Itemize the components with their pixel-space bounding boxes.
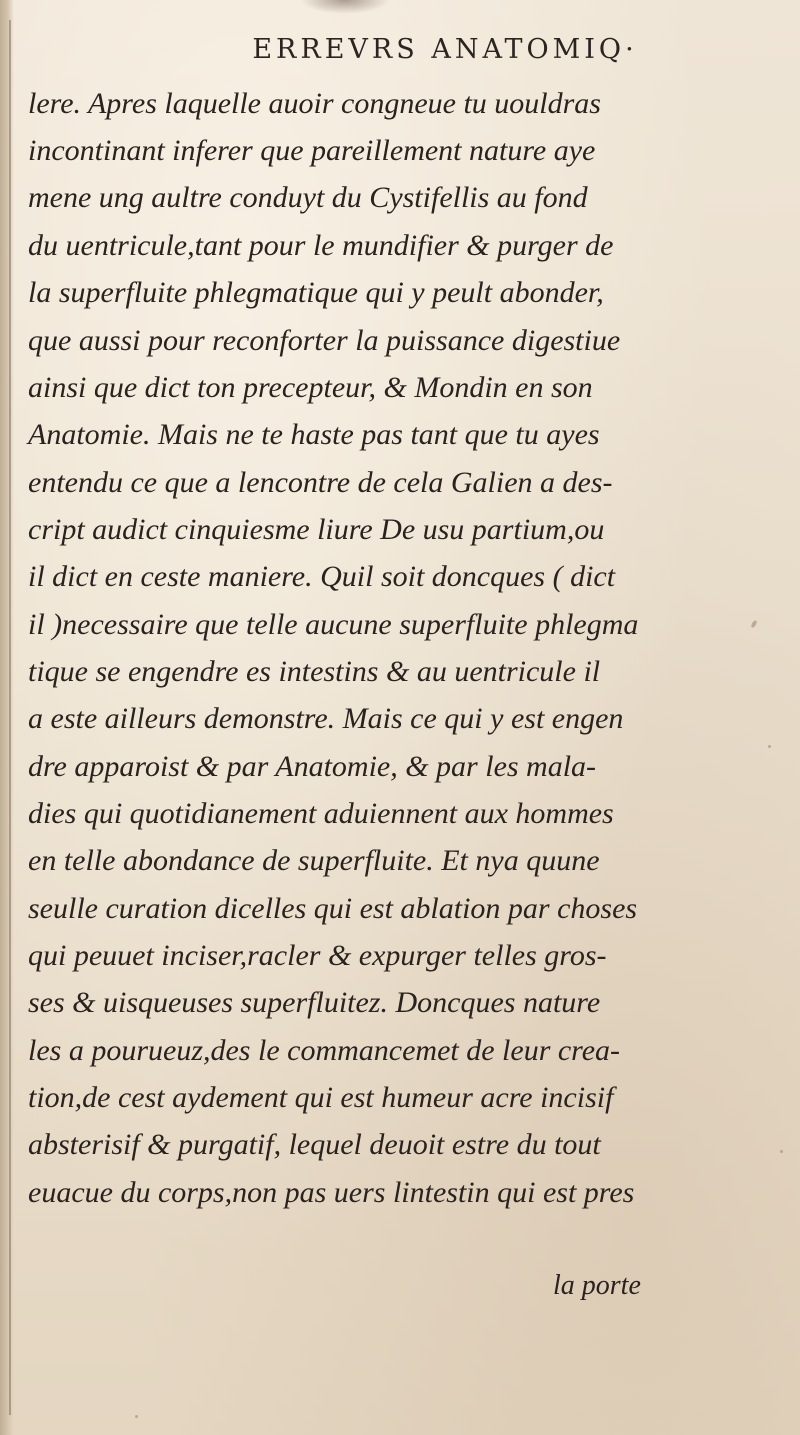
text-line: cript audict cinquiesme liure De usu partium,ou	[28, 513, 605, 546]
text-line: absterisif & purgatif, lequel deuoit estre du tout	[28, 1128, 601, 1161]
text-line: mene ung aultre conduyt du Cystifellis au fond	[28, 181, 588, 214]
text-line: dre apparoist & par Anatomie, & par les mala-	[28, 750, 597, 783]
text-line: qui peuuet inciser,racler & expurger telles gros-	[28, 939, 607, 972]
text-line: tique se engendre es intestins & au uentricule il	[28, 655, 601, 688]
text-line: lere. Apres laquelle auoir congneue tu uouldras	[28, 87, 601, 120]
text-line: dies qui quotidianement aduiennent aux hommes	[28, 797, 614, 830]
text-line: ainsi que dict ton precepteur, & Mondin en son	[28, 371, 593, 404]
running-head	[0, 34, 800, 65]
text-line: il )necessaire que telle aucune superfluite phlegma	[28, 608, 639, 641]
text-line: euacue du corps,non pas uers lintestin qui est pres	[28, 1176, 635, 1209]
text-line: du uentricule,tant pour le mundifier & purger de	[28, 229, 614, 262]
running-head-text: ERREVRS ANATOMIQ·	[252, 34, 638, 65]
text-line: seulle curation dicelles qui est ablation par choses	[28, 892, 638, 925]
text-line: a este ailleurs demonstre. Mais ce qui y est engen	[28, 702, 624, 735]
text-line: la superfluite phlegmatique qui y peult abonder,	[28, 276, 604, 309]
paper-speck	[768, 745, 771, 748]
text-line: tion,de cest aydement qui est humeur acre incisif	[28, 1081, 614, 1114]
text-line: que aussi pour reconforter la puissance digestiue	[28, 324, 621, 357]
text-line: il dict en ceste maniere. Quil soit doncques ( dict	[28, 560, 616, 593]
text-line: incontinant inferer que pareillement nature aye	[28, 134, 596, 167]
text-line: les a pourueuz,des le commancemet de leur crea-	[28, 1034, 621, 1067]
text-line: entendu ce que a lencontre de cela Galien a des-	[28, 466, 613, 499]
text-line: Anatomie. Mais ne te haste pas tant que tu ayes	[28, 418, 600, 451]
top-stain	[300, 0, 390, 14]
page-gutter	[0, 0, 14, 1435]
text-line: ses & uisqueuses superfluitez. Doncques nature	[28, 986, 601, 1019]
paper-speck	[780, 1150, 783, 1153]
catchword: la porte	[553, 1270, 641, 1301]
gutter-line	[9, 20, 11, 1415]
paper-speck	[750, 620, 757, 629]
paper-speck	[135, 1415, 138, 1418]
text-line: en telle abondance de superfluite. Et nya quune	[28, 844, 600, 877]
